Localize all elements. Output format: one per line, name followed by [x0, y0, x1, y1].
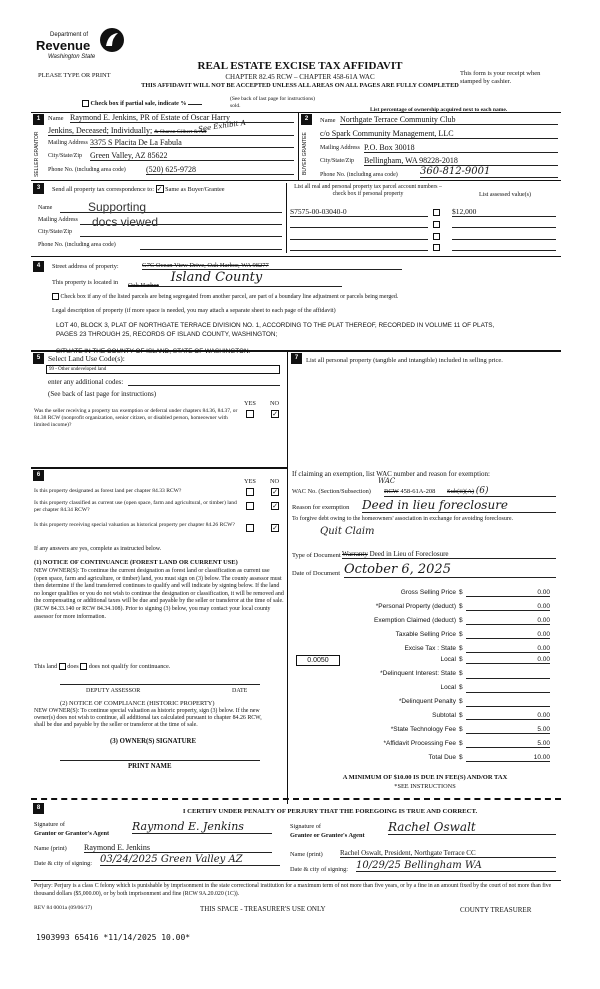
section-4-number: 4 [33, 261, 44, 272]
parcel-2[interactable] [290, 219, 428, 228]
assessed-2[interactable] [452, 219, 556, 228]
tech-fee-row [294, 726, 556, 737]
grantee-date-label: Date & city of signing: [290, 866, 349, 873]
segregated-checkbox[interactable] [52, 293, 59, 300]
historic-no-checkbox[interactable]: ✓ [272, 524, 278, 532]
receipt-note: This form is your receipt when stamped by cashier. [460, 70, 541, 85]
grantee-sig-label2: Grantee or Grantee's Agent [290, 832, 365, 839]
current-use-question: Is this property classified as current use (open space, farm and agricultural, or timber) land per chapter 84.34 RCW? [34, 500, 237, 513]
buyer-phone-label: Phone No. (including area code) [320, 172, 398, 178]
tech-fee-dollar: $ [459, 726, 463, 733]
historic-question: Is this property receiving special valuation as historical property per chapter 84.26 RCW? [34, 522, 235, 528]
print-name-label: PRINT NAME [128, 763, 172, 770]
s5-no: NO [270, 400, 280, 407]
fee-value[interactable]: 0.00 [466, 631, 550, 639]
s3-name-label: Name [38, 205, 53, 211]
seller-grantor-label: SELLER GRANTOR [34, 131, 40, 177]
rev-number: REV 84 0001a (09/06/17) [34, 905, 93, 911]
redaction-docs-viewed: docs viewed [92, 215, 159, 229]
delinq-state-row [294, 670, 556, 681]
sold-label: sold. [230, 103, 241, 109]
affidavit-fee-label: *Affidavit Processing Fee [383, 740, 456, 747]
buyer-mail-label: Mailing Address [320, 145, 360, 151]
fee-value[interactable]: 0.00 [466, 603, 550, 611]
if-yes-note: If any answers are yes, complete as instructed below. [34, 546, 162, 552]
date-label: DATE [232, 688, 248, 694]
delinq-local-label: Local [440, 684, 456, 691]
seller-name2: Jenkins, Deceased; Individually; [48, 126, 153, 135]
tech-fee-value[interactable]: 5.00 [466, 726, 550, 734]
does-not-label: does not [88, 663, 110, 670]
fee-dollar: $ [459, 631, 463, 638]
parcel-4-checkbox[interactable] [433, 244, 440, 251]
parcel-1[interactable]: S7575-00-03040-0 [290, 207, 428, 217]
located-field[interactable] [128, 270, 342, 289]
fee-label: Exemption Claimed (deduct) [373, 617, 456, 624]
additional-codes-label: enter any additional codes: [48, 378, 124, 386]
grantee-sig-label1: Signature of [290, 823, 321, 830]
current-use-yes-checkbox[interactable] [246, 502, 254, 510]
form-chapter: CHAPTER 82.45 RCW – CHAPTER 458-61A WAC [225, 73, 375, 81]
doc-type-label: Type of Document [292, 552, 341, 559]
seller-mail[interactable]: 3375 S Placita De La Fabula [90, 138, 294, 148]
exemption-yes-checkbox[interactable] [246, 410, 254, 418]
subtotal-dollar: $ [459, 712, 463, 719]
legal-description: LOT 40, BLOCK 3, PLAT OF NORTHGATE TERRACE DIVISION NO. 1, ACCORDING TO THE PLAT THEREOF, RECORDED IN VOLUME 11 OF PLATS, PAGES 23 THROUGH 25, RECORDS OF ISLAND COUNTY, WASHINGTON; [56, 322, 495, 338]
does-checkbox[interactable] [59, 663, 66, 670]
doc-type-struck: Warranty [342, 550, 368, 558]
wac-handwritten: WAC [378, 477, 396, 485]
segregated-label: Check box if any of the listed parcels are being segregated from another parcel, are part of a boundary line adjustment or parcels being merged. [60, 293, 399, 300]
qualify-label: qualify for continuance. [111, 663, 171, 670]
grantee-date[interactable]: 10/29/25 Bellingham WA [356, 860, 556, 872]
s3-city-label: City/State/Zip [38, 229, 72, 235]
local-tax-dollar: $ [459, 656, 463, 663]
seller-phone-label: Phone No. (including area code) [48, 167, 126, 173]
section-3-number: 3 [33, 183, 44, 194]
current-use-no-checkbox[interactable]: ✓ [272, 502, 278, 510]
deputy-assessor-label: DEPUTY ASSESSOR [86, 688, 141, 694]
treasurer-stamp: 1903993 65416 *11/14/2025 10.00* [36, 933, 191, 942]
seller-mail-label: Mailing Address [48, 140, 88, 146]
treasurer-use-only: THIS SPACE - TREASURER'S USE ONLY [200, 905, 326, 913]
located-label: This property is located in [52, 279, 119, 286]
seller-exhibit-handwritten: See Exhibit A [197, 118, 247, 134]
fee-value[interactable]: 0.00 [466, 617, 550, 625]
reason-label: Reason for exemption [292, 504, 350, 511]
fee-value[interactable]: 0.00 [466, 645, 550, 653]
fee-row [294, 603, 556, 614]
section-1-number: 1 [33, 114, 44, 125]
parcel-header: List all real and personal property tax parcel account numbers – check box if personal property [294, 184, 442, 197]
street-address[interactable]: G7C Ocean View Drive, Oak Harbor, WA 98277 [142, 262, 402, 270]
total-due-value[interactable]: 10.00 [466, 754, 550, 762]
s3-phone-field[interactable] [140, 240, 282, 250]
wac-number: 458-61A-208 [400, 488, 436, 495]
does-not-checkbox[interactable] [80, 663, 87, 670]
notice-compliance-title: (2) NOTICE OF COMPLIANCE (HISTORIC PROPERTY) [60, 700, 215, 707]
total-due-label: Total Due [428, 754, 456, 761]
subtotal-label: Subtotal [432, 712, 456, 719]
delinq-penalty-value[interactable] [466, 698, 550, 707]
send-correspondence [52, 185, 225, 193]
delinq-state-dollar: $ [459, 670, 463, 677]
doc-date-label: Date of Document [292, 570, 341, 577]
parcel-4[interactable] [290, 242, 428, 251]
forest-no-checkbox[interactable]: ✓ [272, 488, 278, 496]
tech-fee-label: *State Technology Fee [390, 726, 456, 733]
does-label: does [67, 663, 79, 670]
notice-compliance-body: NEW OWNER(S): To continue special valuation as historic property, sign (3) below. If the new owner(s) does not wish to continue, all additional tax calculated pursuant to chapter 84.26 RCW, shall be due and payable by the seller or transferor at the time of sale. [34, 708, 262, 728]
doc-type: Deed in Lieu of Foreclosure [369, 550, 449, 558]
reason-text: To forgive debt owing to the homeowners' association in exchange for avoiding foreclosure. [292, 516, 513, 522]
seller-name-line2[interactable] [48, 126, 294, 136]
same-as-buyer-label: Same as Buyer/Grantee [165, 186, 225, 193]
total-due-dollar: $ [459, 754, 463, 761]
fee-row [294, 617, 556, 628]
assessed-header: List assessed value(s) [479, 192, 531, 198]
s5-see-back: (See back of last page for instructions) [48, 390, 157, 398]
parcel-3-checkbox[interactable] [433, 233, 440, 240]
partial-sale-checkbox[interactable] [82, 100, 89, 107]
grantor-name-label: Name (print) [34, 845, 67, 852]
notice-continuance-body: NEW OWNER(S): To continue the current designation as forest land or classification as current use (open space, farm and agriculture, or timber) land, you must sign on (3) below. The county assessor must then determine if the land transferred continues to qualify and will indicate by signing below. If the land no longer qualifies or you do not wish to continue the designation or classification, it will be removed and the compensating or additional taxes will be due and payable by the seller or transferor at the time of sale. (RCW 84.33.140 or RCW 84.34.108). Prior to signing (3) below, you may contact your local county assessor for more information. [34, 568, 284, 620]
buyer-name-line2[interactable]: c/o Spark Community Management, LLC [320, 129, 558, 139]
buyer-grantee-label: BUYER GRANTEE [302, 132, 308, 176]
certify-statement: I CERTIFY UNDER PENALTY OF PERJURY THAT THE FOREGOING IS TRUE AND CORRECT. [182, 808, 478, 815]
fee-row [294, 589, 556, 600]
deputy-assessor-line[interactable] [60, 678, 260, 685]
assessed-3[interactable] [452, 231, 556, 240]
subtotal-value[interactable]: 0.00 [466, 712, 550, 720]
grantor-sig-label1: Signature of [34, 821, 65, 828]
notice-continuance-title: (1) NOTICE OF CONTINUANCE (FOREST LAND OR CURRENT USE) [34, 559, 238, 566]
fee-value[interactable]: 0.00 [466, 589, 550, 597]
local-rate[interactable]: 0.0050 [296, 655, 340, 666]
section-8-number: 8 [33, 803, 44, 814]
buyer-city-label: City/State/Zip [320, 158, 354, 164]
personal-property-label: List all personal property (tangible and intangible) included in selling price. [306, 357, 503, 364]
delinq-penalty-label: *Delinquent Penalty [398, 698, 456, 705]
fee-dollar: $ [459, 589, 463, 596]
affidavit-fee-row [294, 740, 556, 751]
wac-sub-handwritten: (6) [475, 486, 489, 496]
buyer-city[interactable]: Bellingham, WA 98228-2018 [364, 156, 558, 166]
located-struck: Oak Harbor [128, 282, 159, 289]
assessed-4[interactable] [452, 242, 556, 251]
s6-yes: YES [244, 478, 256, 485]
washington-state: Washington State [48, 54, 96, 60]
section-7-number: 7 [291, 353, 302, 364]
total-due-row [294, 754, 556, 765]
exemption-claim-label: If claiming an exemption, list WAC number and reason for exemption: [292, 470, 490, 478]
qualify-row [34, 663, 170, 670]
legal-label: Legal description of property (if more space is needed, you may attach a separate sheet to each page of the affidavit) [52, 308, 336, 314]
redaction-supporting: Supporting [88, 200, 147, 214]
fee-label: Gross Selling Price [400, 589, 456, 596]
exemption-question: Was the seller receiving a property tax exemption or deferral under chapters 84.36, 84.37, or 84.38 RCW (nonprofit organization, senior citizen, or disabled person, homeowner with limited income)? [34, 408, 238, 428]
local-tax-row [294, 656, 556, 667]
forest-question: Is this property designated as forest land per chapter 84.33 RCW? [34, 488, 182, 494]
seller-city-label: City/State/Zip [48, 153, 82, 159]
fee-dollar: $ [459, 617, 463, 624]
local-tax-label: Local [440, 656, 456, 663]
land-use-label: Select Land Use Code(s): [48, 354, 125, 363]
send-correspondence-label: Send all property tax correspondence to: [52, 186, 154, 193]
form-warning: THIS AFFIDAVIT WILL NOT BE ACCEPTED UNLESS ALL AREAS ON ALL PAGES ARE FULLY COMPLETED [141, 82, 459, 89]
subtotal-row [294, 712, 556, 723]
doc-date[interactable]: October 6, 2025 [344, 562, 556, 578]
buyer-name[interactable]: Northgate Terrace Community Club [340, 115, 558, 125]
affidavit-fee-dollar: $ [459, 740, 463, 747]
forest-yes-checkbox[interactable] [246, 488, 254, 496]
this-land-label: This land [34, 663, 58, 670]
seller-phone[interactable]: (520) 625-9728 [146, 165, 294, 175]
dept-of: Department of [50, 32, 89, 38]
delinq-state-label: *Delinquent Interest: State [380, 670, 456, 677]
wac-label: WAC No. (Section/Subsection) [292, 488, 371, 495]
grantor-name[interactable]: Raymond E. Jenkins [84, 843, 272, 853]
seller-name-label: Name [48, 115, 64, 122]
additional-codes-field[interactable] [128, 377, 280, 386]
doc-type-field[interactable] [342, 550, 556, 559]
segregated-row [52, 293, 398, 300]
seller-city[interactable]: Green Valley, AZ 85622 [90, 151, 294, 161]
owner-signature-label: (3) OWNER(S) SIGNATURE [110, 738, 196, 745]
local-tax-value[interactable]: 0.00 [466, 656, 550, 664]
fee-row [294, 631, 556, 642]
street-label: Street address of property: [52, 263, 119, 270]
grantee-signature[interactable]: Rachel Oswalt [388, 820, 556, 835]
fee-dollar: $ [459, 603, 463, 610]
located-handwritten: Island County [170, 270, 263, 285]
situate-text: SITUATE IN THE COUNTY OF ISLAND, STATE OF WASHINGTON. [56, 348, 251, 355]
fee-label: *Personal Property (deduct) [375, 603, 456, 610]
section-5-number: 5 [33, 353, 44, 364]
type-or-print: PLEASE TYPE OR PRINT [38, 72, 111, 79]
exemption-no-checkbox[interactable]: ✓ [272, 410, 278, 418]
fee-label: Taxable Selling Price [395, 631, 456, 638]
wac-struck: RCW [384, 488, 399, 495]
buyer-phone[interactable]: 360-812-9001 [420, 166, 558, 178]
seller-name[interactable]: Raymond E. Jenkins, PR of Estate of Oscar Harry [70, 113, 294, 123]
affidavit-fee-value[interactable]: 5.00 [466, 740, 550, 748]
parcel-3[interactable] [290, 231, 428, 240]
dor-logo [36, 26, 128, 70]
parcel-1-checkbox[interactable] [433, 209, 440, 216]
s3-phone-label: Phone No. (including area code) [38, 242, 116, 248]
same-as-buyer-checkbox[interactable]: ✓ [156, 185, 163, 193]
section-2-number: 2 [301, 114, 312, 125]
see-back-note: (See back of last page for instructions) [230, 96, 315, 102]
historic-yes-checkbox[interactable] [246, 524, 254, 532]
form-title: REAL ESTATE EXCISE TAX AFFIDAVIT [197, 60, 403, 72]
minimum-due: A MINIMUM OF $10.00 IS DUE IN FEE(S) AND/OR TAX [342, 774, 508, 781]
buyer-mail[interactable]: P.O. Box 30018 [364, 143, 558, 153]
print-name-line[interactable] [60, 754, 260, 761]
s5-yes: YES [244, 400, 256, 407]
delinq-local-value[interactable] [466, 684, 550, 693]
delinq-local-dollar: $ [459, 684, 463, 691]
grantee-name[interactable]: Rachel Oswalt, President, Northgate Terrace CC [340, 849, 556, 858]
partial-sale-row [82, 100, 202, 107]
delinq-penalty-dollar: $ [459, 698, 463, 705]
s3-mail-label: Mailing Address [38, 217, 78, 223]
dor-logo-icon [98, 26, 126, 54]
reason-handwritten[interactable]: Deed in lieu foreclosure [362, 498, 556, 513]
revenue-wordmark: Revenue [36, 38, 91, 53]
seller-name2-struck: & Sharon Gilbert & Aff [154, 129, 207, 135]
see-instructions: *SEE INSTRUCTIONS [394, 783, 456, 790]
wac-sub-struck: Sub(ii)(A) [446, 488, 475, 495]
land-use-select[interactable]: 99 - Other undeveloped land [46, 365, 280, 374]
fee-label: Excise Tax : State [404, 645, 456, 652]
ownership-pct-note: List percentage of ownership acquired next to each name. [370, 107, 508, 113]
delinq-local-row [294, 684, 556, 695]
grantor-sig-label2: Grantor or Grantor's Agent [34, 830, 110, 837]
county-treasurer: COUNTY TREASURER [460, 906, 532, 914]
parcel-2-checkbox[interactable] [433, 221, 440, 228]
delinq-state-value[interactable] [466, 670, 550, 679]
s6-no: NO [270, 478, 280, 485]
quit-claim-handwritten: Quit Claim [320, 526, 375, 537]
assessed-1[interactable]: $12,000 [452, 207, 556, 217]
grantor-date[interactable]: 03/24/2025 Green Valley AZ [100, 854, 280, 866]
buyer-name-label: Name [320, 117, 336, 124]
partial-sale-label: Check box if partial sale, indicate % [90, 100, 187, 107]
grantor-date-label: Date & city of signing: [34, 860, 93, 867]
section-6-number: 6 [33, 470, 44, 481]
delinq-penalty-row [294, 698, 556, 709]
perjury-statement: Perjury: Perjury is a class C felony which is punishable by imprisonment in the state correctional institution for a maximum term of not more than five years, or by a fine in an amount fixed by the court of not more than five thousand dollars ($5,000.00), or by both imprisonment and fine (RCW 9A.20.020 (1C)). [34, 883, 552, 897]
wac-field[interactable] [384, 486, 556, 497]
fee-dollar: $ [459, 645, 463, 652]
grantor-signature[interactable]: Raymond E. Jenkins [132, 820, 272, 834]
grantee-name-label: Name (print) [290, 851, 323, 858]
